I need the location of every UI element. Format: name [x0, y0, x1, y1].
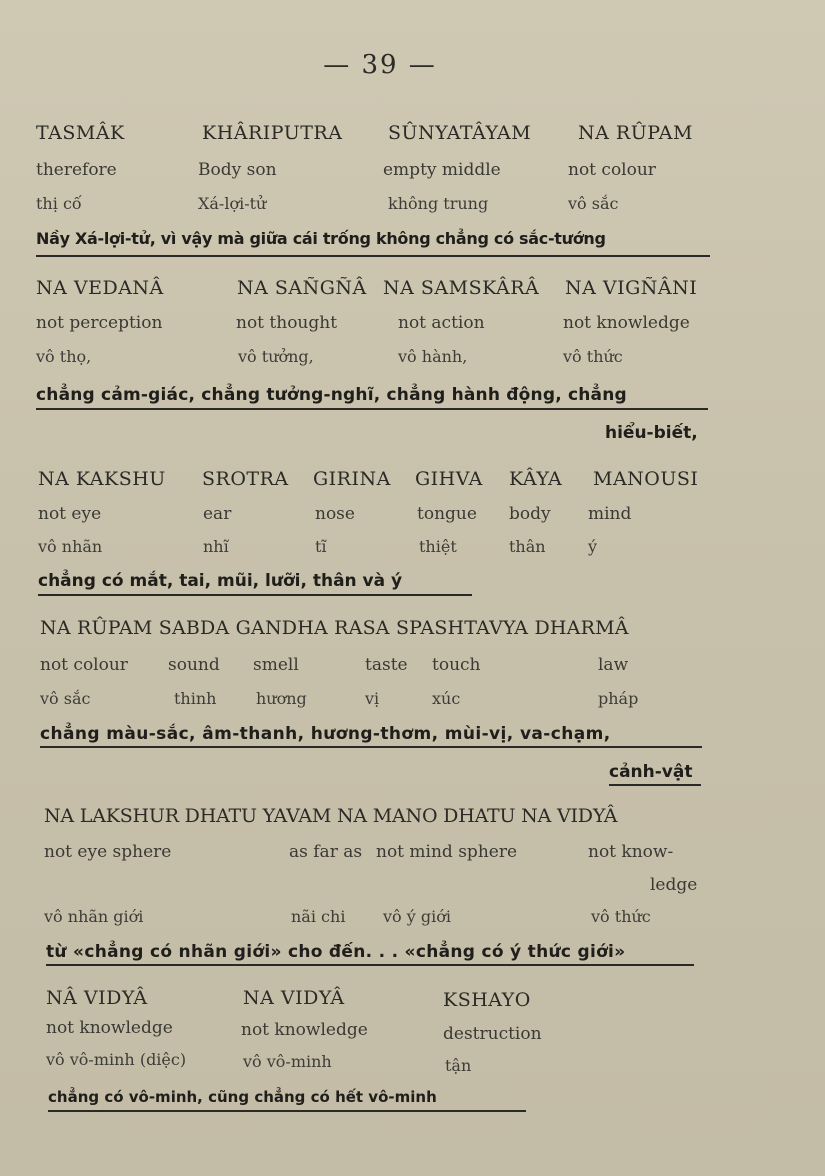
- english-gloss: not perception: [36, 313, 163, 333]
- english-gloss: empty middle: [383, 160, 501, 180]
- english-gloss: law: [598, 655, 629, 675]
- english-gloss: therefore: [36, 160, 117, 180]
- vietnamese-gloss: vô thức: [591, 907, 651, 926]
- english-gloss: not knowledge: [46, 1018, 173, 1038]
- vietnamese-gloss: vô nhãn: [38, 537, 103, 556]
- vietnamese-gloss: vô ý giới: [383, 907, 451, 926]
- sanskrit-word: SROTRA: [202, 468, 289, 490]
- vietnamese-gloss: vô thọ,: [36, 347, 92, 366]
- page-number: — 39 —: [323, 50, 437, 80]
- english-gloss: as far as: [289, 842, 363, 862]
- english-gloss: ledge: [650, 875, 698, 895]
- sanskrit-word: KHÂRIPUTRA: [202, 122, 343, 144]
- sanskrit-word: TASMÂK: [36, 122, 125, 144]
- english-gloss: not mind sphere: [376, 842, 518, 862]
- sanskrit-word: NA VIGÑÂNI: [565, 277, 698, 299]
- vietnamese-gloss: nhĩ: [203, 537, 229, 556]
- vietnamese-gloss: vô sắc: [568, 194, 619, 213]
- vietnamese-translation: Nầy Xá-lợi-tử, vì vậy mà giữa cái trống không chẳng có sắc-tướng: [36, 229, 606, 248]
- vietnamese-gloss: ý: [588, 537, 598, 556]
- vietnamese-gloss: tận: [445, 1056, 472, 1075]
- vietnamese-gloss: tĩ: [315, 537, 327, 556]
- underline-rule: [36, 255, 710, 257]
- vietnamese-translation: chẳng màu-sắc, âm-thanh, hương-thơm, mùi-vị, va-chạm,: [40, 724, 611, 744]
- vietnamese-gloss: vô nhãn giới: [44, 907, 144, 926]
- sanskrit-word: KÂYA: [509, 468, 563, 490]
- sanskrit-word: NA RÛPAM: [578, 122, 693, 144]
- english-gloss: not action: [398, 313, 485, 333]
- sanskrit-word: GIRINA: [313, 468, 391, 490]
- vietnamese-gloss: vô sắc: [40, 689, 91, 708]
- english-gloss: not knowledge: [241, 1020, 368, 1040]
- sanskrit-line: NA LAKSHUR DHATU YAVAM NA MANO DHATU NA VIDYÂ: [44, 805, 618, 827]
- vietnamese-gloss: thị cố: [36, 194, 82, 213]
- vietnamese-gloss: thân: [509, 537, 546, 556]
- underline-rule: [40, 746, 702, 748]
- english-gloss: mind: [588, 504, 632, 524]
- english-gloss: not colour: [568, 160, 656, 180]
- english-gloss: smell: [253, 655, 299, 675]
- underline-rule: [48, 1110, 526, 1112]
- english-gloss: not eye sphere: [44, 842, 172, 862]
- vietnamese-gloss: pháp: [598, 689, 639, 708]
- vietnamese-gloss: vô vô-minh: [243, 1052, 332, 1071]
- vietnamese-gloss: không trung: [388, 194, 489, 213]
- sanskrit-word: NA VIDYÂ: [243, 987, 345, 1009]
- underline-rule: [609, 784, 701, 786]
- english-gloss: not know-: [588, 842, 674, 862]
- sanskrit-word: NÂ VIDYÂ: [46, 987, 148, 1009]
- sanskrit-word: NA SAMSKÂRÂ: [383, 277, 540, 299]
- english-gloss: Body son: [198, 160, 277, 180]
- underline-rule: [46, 964, 694, 966]
- vietnamese-gloss: Xá-lợi-tử: [198, 194, 267, 213]
- sanskrit-word: SÛNYATÂYAM: [388, 122, 532, 144]
- english-gloss: not colour: [40, 655, 128, 675]
- english-gloss: sound: [168, 655, 220, 675]
- vietnamese-gloss: thinh: [174, 689, 217, 708]
- sanskrit-word: MANOUSI: [593, 468, 699, 490]
- vietnamese-gloss: vô thức: [563, 347, 623, 366]
- english-gloss: touch: [432, 655, 481, 675]
- english-gloss: not eye: [38, 504, 102, 524]
- sanskrit-word: NA SAÑGÑÂ: [237, 277, 367, 299]
- vietnamese-gloss: vô hành,: [398, 347, 468, 366]
- sanskrit-word: NA KAKSHU: [38, 468, 166, 490]
- english-gloss: ear: [203, 504, 232, 524]
- vietnamese-gloss: xúc: [432, 689, 461, 708]
- vietnamese-translation-cont: cảnh-vật: [609, 762, 693, 782]
- vietnamese-gloss: vị: [365, 689, 380, 708]
- english-gloss: taste: [365, 655, 408, 675]
- vietnamese-gloss: thiệt: [419, 537, 457, 556]
- english-gloss: not thought: [236, 313, 338, 333]
- vietnamese-translation: từ «chẳng có nhãn giới» cho đến. . . «chẳng có ý thức giới»: [46, 942, 626, 962]
- vietnamese-translation: chẳng có mắt, tai, mũi, lưỡi, thân và ý: [38, 571, 403, 591]
- vietnamese-gloss: vô vô-minh (diệc): [46, 1050, 187, 1069]
- sanskrit-line: NA RÛPAM SABDA GANDHA RASA SPASHTAVYA DHARMÂ: [40, 617, 629, 639]
- vietnamese-translation: chẳng cảm-giác, chẳng tưởng-nghĩ, chẳng hành động, chẳng: [36, 385, 627, 405]
- english-gloss: body: [509, 504, 551, 524]
- vietnamese-gloss: hương: [256, 689, 307, 708]
- sanskrit-word: KSHAYO: [443, 989, 531, 1011]
- vietnamese-gloss: vô tưởng,: [238, 347, 314, 366]
- sanskrit-word: NA VEDANÂ: [36, 277, 164, 299]
- vietnamese-gloss: nãi chi: [291, 907, 346, 926]
- english-gloss: destruction: [443, 1024, 542, 1044]
- sanskrit-word: GIHVA: [415, 468, 483, 490]
- underline-rule: [36, 408, 708, 410]
- english-gloss: not knowledge: [563, 313, 690, 333]
- underline-rule: [38, 594, 472, 596]
- vietnamese-translation: chẳng có vô-minh, cũng chẳng có hết vô-minh: [48, 1088, 437, 1106]
- vietnamese-translation-cont: hiểu-biết,: [605, 423, 698, 443]
- english-gloss: nose: [315, 504, 355, 524]
- english-gloss: tongue: [417, 504, 477, 524]
